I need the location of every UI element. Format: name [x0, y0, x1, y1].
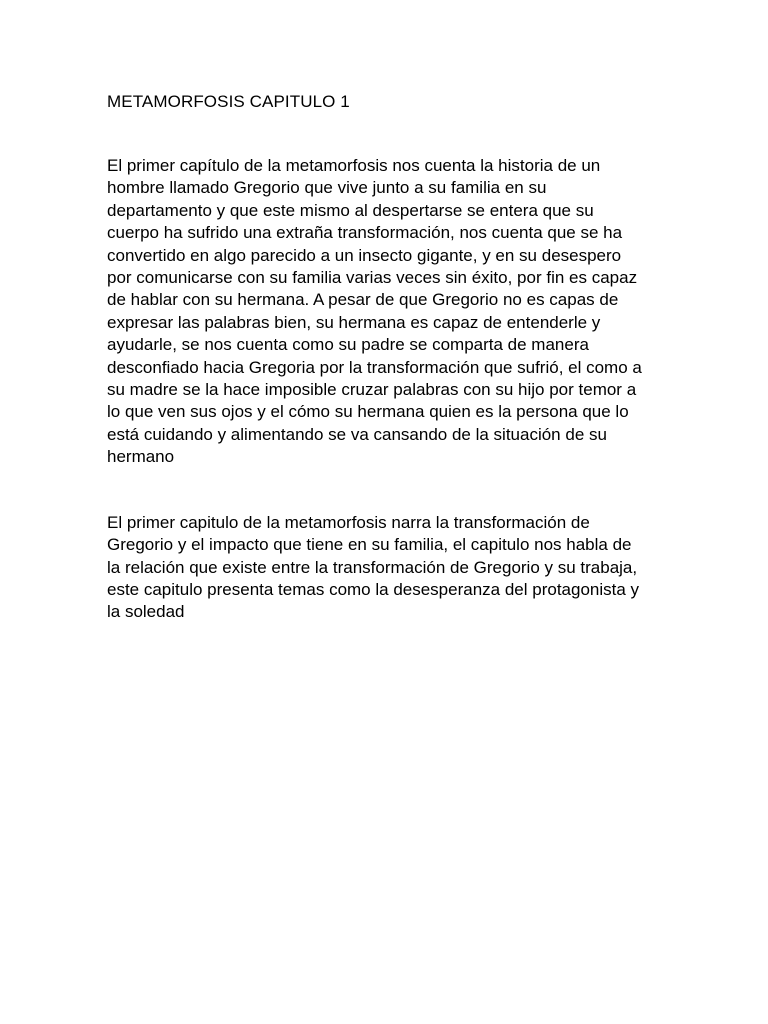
- text-line: lo que ven sus ojos y el cómo su hermana quien es la persona que lo: [107, 402, 629, 422]
- text-line: hombre llamado Gregorio que vive junto a su familia en su: [107, 178, 547, 198]
- text-line: departamento y que este mismo al despertarse se entera que su: [107, 200, 594, 220]
- text-line: expresar las palabras bien, su hermana es capaz de entenderle y: [107, 312, 601, 332]
- paragraph-analysis: [107, 512, 707, 624]
- text-line: Gregorio y el impacto que tiene en su familia, el capitulo nos habla de: [107, 535, 632, 555]
- document-title: METAMORFOSIS CAPITULO 1: [107, 92, 350, 111]
- text-line: convertido en algo parecido a un insecto gigante, y en su desespero: [107, 245, 622, 265]
- text-line: por comunicarse con su familia varias veces sin éxito, por fin es capaz: [107, 268, 638, 288]
- paragraph-summary: [107, 155, 707, 469]
- text-line: hermano: [107, 447, 175, 467]
- text-line: la relación que existe entre la transformación de Gregorio y su trabaja,: [107, 557, 638, 577]
- text-line: ayudarle, se nos cuenta como su padre se comparta de manera: [107, 335, 589, 355]
- text-line: su madre se la hace imposible cruzar palabras con su hijo por temor a: [107, 380, 637, 400]
- text-line: desconfiado hacia Gregoria por la transformación que sufrió, el como a: [107, 357, 642, 377]
- text-line: la soledad: [107, 602, 185, 622]
- text-line: El primer capitulo de la metamorfosis narra la transformación de: [107, 512, 590, 532]
- text-line: de hablar con su hermana. A pesar de que Gregorio no es capas de: [107, 290, 619, 310]
- document-page: [107, 91, 707, 624]
- text-line: está cuidando y alimentando se va cansando de la situación de su: [107, 424, 607, 444]
- text-line: cuerpo ha sufrido una extraña transformación, nos cuenta que se ha: [107, 223, 623, 243]
- text-line: El primer capítulo de la metamorfosis nos cuenta la historia de un: [107, 156, 601, 175]
- text-line: este capitulo presenta temas como la desesperanza del protagonista y: [107, 579, 640, 599]
